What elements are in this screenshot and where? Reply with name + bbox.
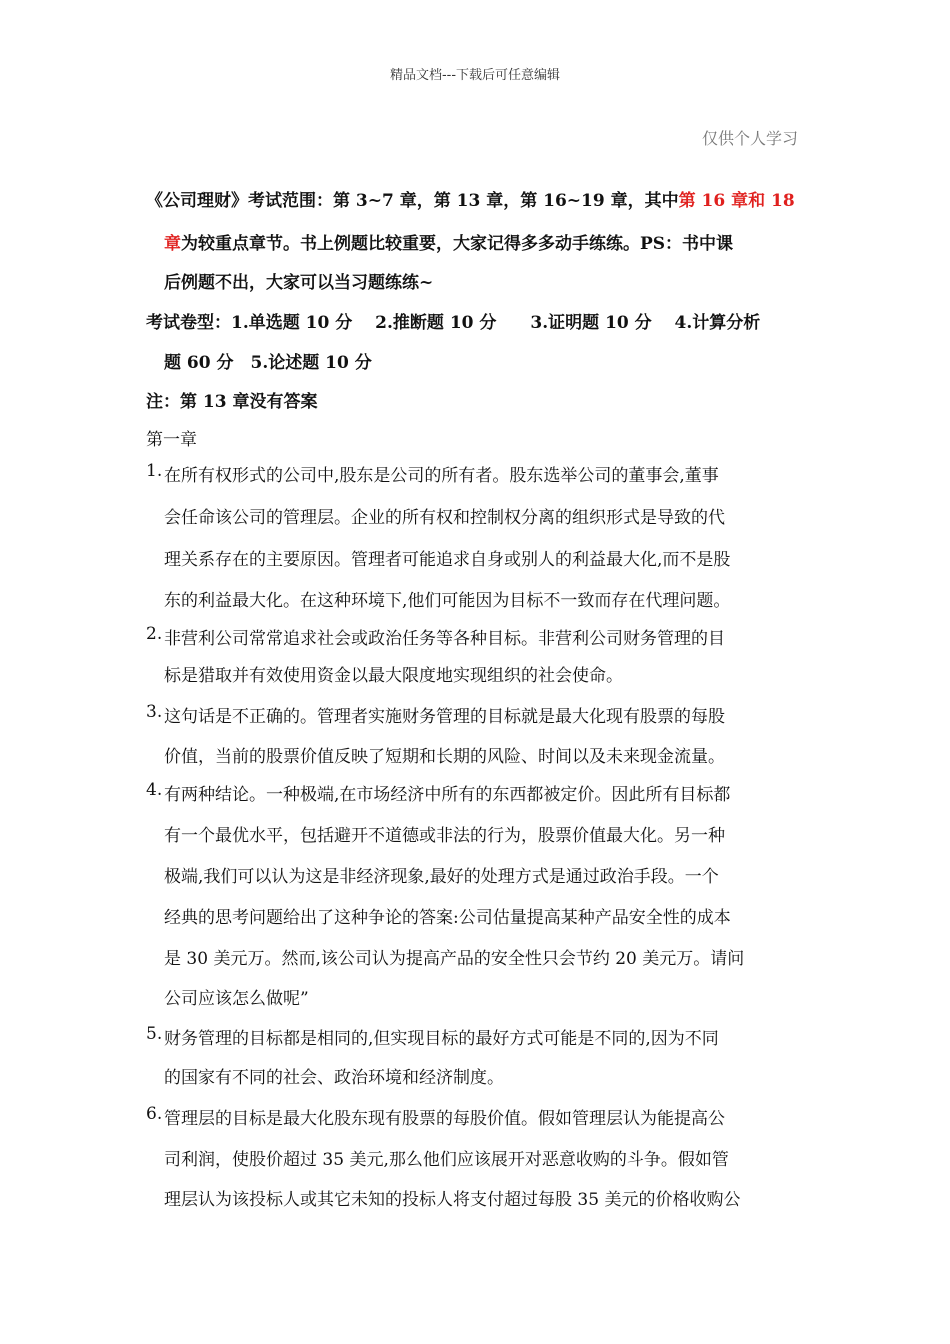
page-header: 精品文档---下载后可任意编辑 — [389, 68, 561, 83]
exam-scope-text: 《公司理财》考试范围：第 3~7 章，第 13 章，第 16~19 章，其中 — [146, 191, 679, 211]
answer-line: 非营利公司常常追求社会或政治任务等各种目标。非营利公司财务管理的目 — [164, 629, 725, 649]
answer-number: 5. — [146, 1024, 163, 1044]
answer-number: 2. — [146, 624, 163, 644]
answer-line: 是 30 美元万。然而,该公司认为提高产品的安全性只会节约 20 美元万。请问 — [164, 949, 745, 969]
answer-line: 极端,我们可以认为这是非经济现象,最好的处理方式是通过政治手段。一个 — [164, 867, 719, 887]
answer-line: 会任命该公司的管理层。企业的所有权和控制权分离的组织形式是导致的代 — [164, 508, 725, 528]
answer-number: 3. — [146, 702, 163, 722]
answer-line: 在所有权形式的公司中,股东是公司的所有者。股东选举公司的董事会,董事 — [164, 466, 719, 486]
exam-scope-line-2 — [164, 229, 733, 254]
exam-scope-emphasis: 第 16 章和 18 — [678, 191, 795, 211]
answer-number: 6. — [146, 1104, 163, 1124]
exam-scope-text-cont: 为较重点章节。书上例题比较重要，大家记得多多动手练练。PS：书中课 — [181, 234, 734, 254]
answer-line: 管理层的目标是最大化股东现有股票的每股价值。假如管理层认为能提高公 — [164, 1109, 725, 1129]
answer-line: 有两种结论。一种极端,在市场经济中所有的东西都被定价。因此所有目标都 — [164, 785, 731, 805]
chapter-heading: 第一章 — [146, 430, 197, 450]
exam-type-line-1: 考试卷型：1.单选题 10 分 2.推断题 10 分 3.证明题 10 分 4.计算分析 — [146, 313, 761, 333]
answer-number: 1. — [146, 461, 163, 481]
answer-line: 有一个最优水平，包括避开不道德或非法的行为，股票价值最大化。另一种 — [164, 826, 725, 846]
exam-type-line-2: 题 60 分 5.论述题 10 分 — [164, 353, 372, 373]
exam-scope-line-1 — [146, 186, 795, 211]
answer-line: 的国家有不同的社会、政治环境和经济制度。 — [164, 1068, 504, 1088]
answer-line: 财务管理的目标都是相同的,但实现目标的最好方式可能是不同的,因为不同 — [164, 1029, 719, 1049]
answer-line: 公司应该怎么做呢” — [164, 989, 309, 1009]
answer-number: 4. — [146, 780, 163, 800]
answer-line: 这句话是不正确的。管理者实施财务管理的目标就是最大化现有股票的每股 — [164, 707, 725, 727]
answer-line: 东的利益最大化。在这种环境下,他们可能因为目标不一致而存在代理问题。 — [164, 591, 731, 611]
answer-line: 理层认为该投标人或其它未知的投标人将支付超过每股 35 美元的价格收购公 — [164, 1190, 741, 1210]
watermark: 仅供个人学习 — [701, 129, 798, 148]
note: 注：第 13 章没有答案 — [146, 392, 318, 412]
answer-line: 经典的思考问题给出了这种争论的答案:公司估量提高某种产品安全性的成本 — [164, 908, 731, 928]
answer-line: 理关系存在的主要原因。管理者可能追求自身或别人的利益最大化,而不是股 — [164, 550, 731, 570]
exam-scope-emphasis-cont: 章 — [164, 234, 181, 254]
exam-scope-line-3: 后例题不出，大家可以当习题练练~ — [164, 273, 434, 293]
answer-line: 价值，当前的股票价值反映了短期和长期的风险、时间以及未来现金流量。 — [164, 747, 725, 767]
answer-line: 司利润，使股价超过 35 美元,那么他们应该展开对恶意收购的斗争。假如管 — [164, 1150, 729, 1170]
answer-line: 标是猎取并有效使用资金以最大限度地实现组织的社会使命。 — [164, 666, 623, 686]
